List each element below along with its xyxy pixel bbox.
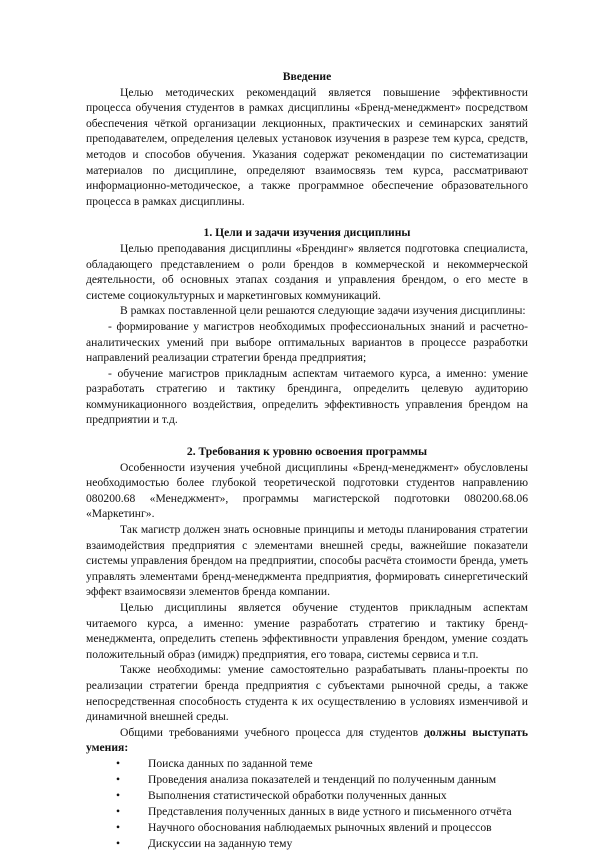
section1-heading: 1. Цели и задачи изучения дисциплины <box>203 226 411 240</box>
section2-heading: 2. Требования к уровню освоения программы <box>186 445 428 459</box>
section2-paragraph-3: Целью дисциплины является обучение студентов прикладным аспектам читаемого курса, а именно: умение разработать стратегию и тактику бренд-менеджмента, определить степень эффективности управления брендом, умение создать положительный образ (имидж) предприятия, его товара, системы сервиса и т.п. <box>86 601 528 661</box>
list-item: • Проведения анализа показателей и тенденций по полученным данным <box>86 772 528 788</box>
section2-paragraph-2: Так магистр должен знать основные принципы и методы планирования стратегии взаимодействия предприятия с элементами внешней среды, важнейшие показатели системы управления брендом на предприятии, способы расчёта стоимости бренда, уметь управлять элементами бренд-менеджмента предприятия, формировать синергетический эффект взаимосвязи элементов бренда компании. <box>86 523 528 599</box>
list-item: • Научного обоснования наблюдаемых рыночных явлений и процессов <box>86 820 528 836</box>
section1-paragraph-1: Целью преподавания дисциплины «Брендинг» является подготовка специалиста, обладающего представлением о роли брендов в коммерческой и некоммерческой деятельности, об основных этапах создания и управления брендом, о его месте в системе социокультурных и маркетинговых коммуникаций. <box>86 241 528 302</box>
bullet-icon: • <box>116 756 121 770</box>
section1-paragraph-2: В рамках поставленной цели решаются следующие задачи изучения дисциплины: <box>120 304 526 318</box>
section1-task-2: - обучение магистров прикладным аспектам читаемого курса, а именно: умение разработать стратегию и тактику брендинга, определить целевую аудиторию коммуникационного воздействия, определить эффективность управления брендом на предприятии и т.д. <box>86 366 528 427</box>
bullet-icon: • <box>116 789 121 803</box>
list-item: • Поиска данных по заданной теме <box>86 756 528 772</box>
list-item: • Выполнения статистической обработки полученных данных <box>86 788 528 804</box>
document-text <box>86 69 528 853</box>
requirements-bold-text: должны выступать умения: <box>86 725 528 755</box>
requirements-lead-text: Общими требованиями учебного процесса для студентов <box>120 725 425 739</box>
bullet-icon: • <box>116 773 121 787</box>
bullet-icon: • <box>116 821 121 835</box>
section1-task-1: - формирование у магистров необходимых профессиональных знаний и расчетно-аналитических умений при выборе оптимальных вариантов в процессе разработки направлений реализации стратегии бренда предприятия; <box>86 319 528 365</box>
intro-heading: Введение <box>282 70 332 83</box>
bullet-icon: • <box>116 837 121 851</box>
skills-list <box>86 756 528 853</box>
section2-paragraph-1: Особенности изучения учебной дисциплины «Бренд-менеджмент» обусловлены необходимостью более глубокой теоретической подготовки студентов направлению 080200.68 «Менеджмент», программы магистерской подготовки 080200.68.06 «Маркетинг». <box>86 460 528 521</box>
section2-paragraph-5 <box>86 725 528 756</box>
list-item: • Представления полученных данных в виде устного и письменного отчёта <box>86 804 528 820</box>
bullet-icon: • <box>116 805 121 819</box>
intro-paragraph: Целью методических рекомендаций является повышение эффективности процесса обучения студентов в рамках дисциплины «Бренд-менеджмент» посредством обеспечения чёткой организации лекционных, практических и семинарских занятий преподавателем, определения целевых установок изучения в разрезе тем курса, средств, методов и способов обучения. Указания содержат рекомендации по систематизации материалов по дисциплине, определяют взаимосвязь тем курса, рассматривают информационно-методическое, а также программное обеспечение образовательного процесса в рамках дисциплины. <box>86 85 528 208</box>
list-item: • Дискуссии на заданную тему <box>86 836 528 852</box>
section2-paragraph-4: Также необходимы: умение самостоятельно разрабатывать планы-проекты по реализации стратегии бренда предприятия с субъектами рыночной среды, а также непосредственная способность студента к их осуществлению в условиях изменчивой и динамичной внешней среды. <box>86 663 528 724</box>
